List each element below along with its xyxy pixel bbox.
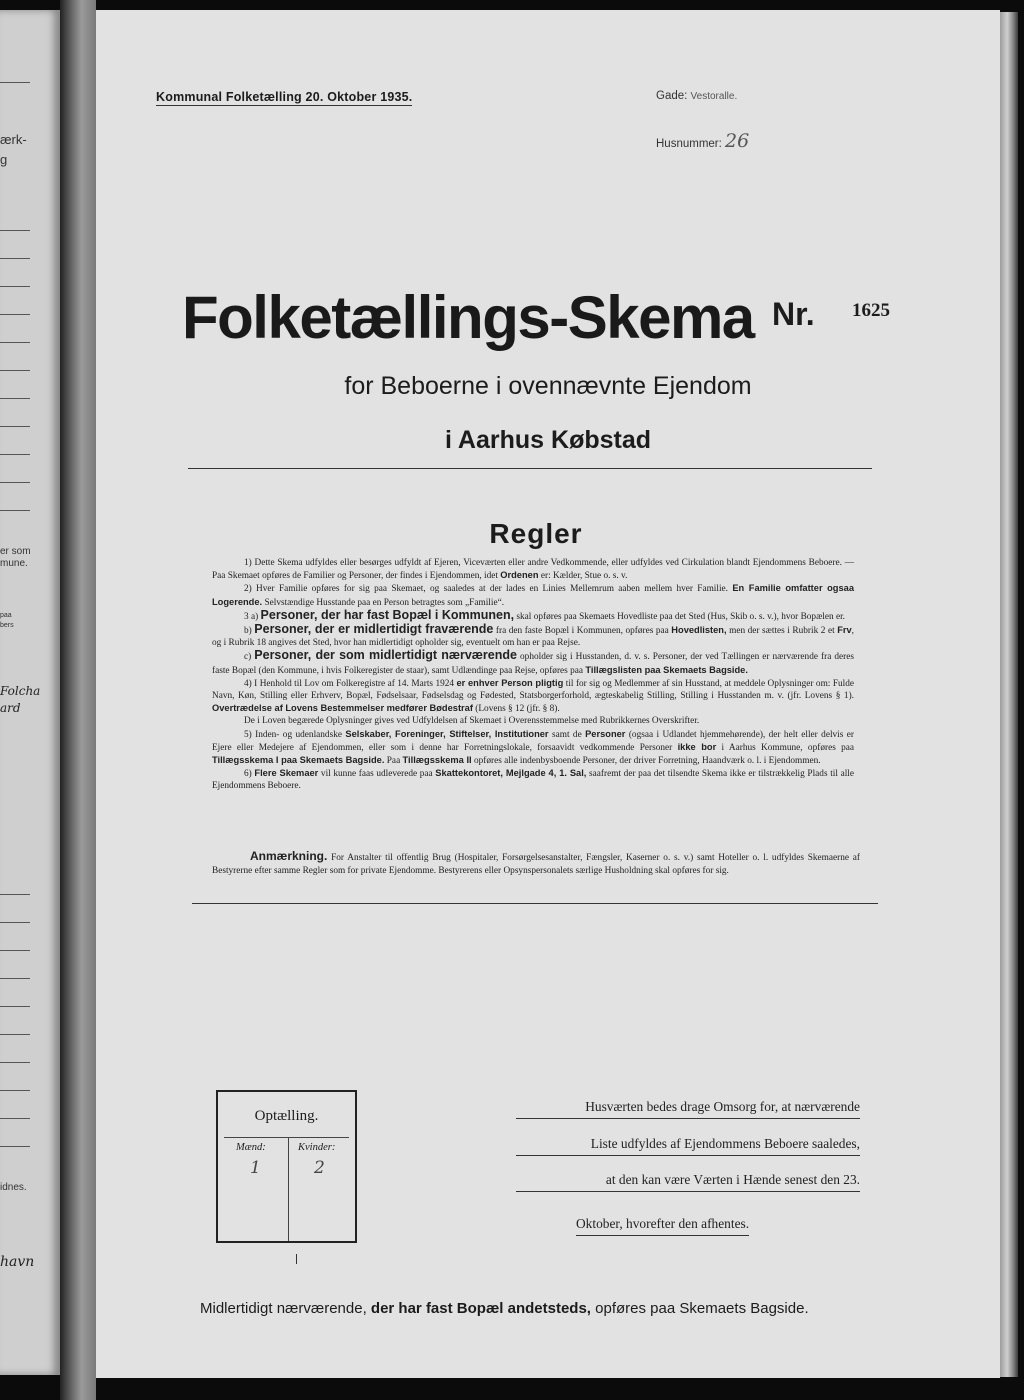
left-page-rule [0, 1146, 30, 1147]
address-block [656, 90, 749, 170]
left-page-fragment: paa [0, 612, 12, 619]
street-label: Gade: [656, 90, 688, 102]
left-page-fragment: g [0, 152, 8, 167]
left-page-fragment: er som [0, 546, 31, 557]
landlord-line-2: Liste udfyldes af Ejendommens Beboere saaledes, [516, 1133, 860, 1156]
left-page-rule [0, 454, 30, 455]
men-label: Mænd: [236, 1142, 266, 1153]
left-page-rule [0, 314, 30, 315]
rule-4-continued: De i Loven begærede Oplysninger gives ved Udfyldelsen af Skemaet i Overensstemmelse med Rubrikkernes Overskrifter. [244, 716, 700, 727]
left-page-rule [0, 230, 30, 231]
page-stack-edge [1000, 12, 1018, 1377]
footer-text-1: Midlertidigt nærværende, [200, 1300, 367, 1317]
rule-4: 4) I Henhold til Lov om Folkeregistre af 14. Marts 1924 er enhver Person pligtig til for sig og Medlemmer af sin Husstand, at meddele Oplysninger om: Fulde Navn, Køn, Stilling eller Erhverv, Bopæl, Fødselsaar, Fødselsdag og Fødested, Statsborgerforhold, ægteskabelig Stilling, Stilling i Husstanden m. v. (jfr. Lovens § 1). Overtrædelse af Lovens Bestemmelser medfører Bødestraf (Lovens § 12 (jfr. § 8). [212, 677, 855, 715]
footer-text-bold: der har fast Bopæl andetsteds, [370, 1300, 591, 1317]
left-page-rule [0, 82, 30, 83]
left-page-fragment: ærk- [0, 132, 27, 147]
street-row [656, 90, 749, 130]
remark-label: Anmærkning. [250, 849, 328, 863]
left-page-rule [0, 1034, 30, 1035]
house-number-label: Husnummer: [656, 138, 722, 150]
form-subtitle: for Beboerne i ovennævnte Ejendom [344, 372, 752, 400]
left-page-rule [0, 1118, 30, 1119]
form-municipality: i Aarhus Købstad [444, 426, 652, 454]
left-facing-page [0, 10, 60, 1375]
left-page-rule [0, 482, 30, 483]
left-page-rule [0, 342, 30, 343]
landlord-line-1: Husværten bedes drage Omsorg for, at nærværende [516, 1096, 860, 1119]
left-page-rule [0, 510, 30, 511]
rule-6: 6) Flere Skemaer vil kunne faas udleverede paa Skattekontoret, Mejlgade 4, 1. Sal, saafremt der paa det tilsendte Skema ikke er tilstrækkelig Plads til alle Ejendommens Beboere. [212, 768, 854, 792]
left-page-rule [0, 894, 30, 895]
rules-text [212, 557, 854, 793]
divider [188, 468, 872, 469]
left-page-rule [0, 398, 30, 399]
left-page-rule [0, 922, 30, 923]
landlord-instructions [516, 1096, 860, 1249]
left-page-rule [0, 1062, 30, 1063]
remark-paragraph [212, 850, 860, 877]
count-box-title: Optælling. [254, 1108, 319, 1124]
pencil-mark [296, 1254, 297, 1264]
rule-1: 1) Dette Skema udfyldes eller besørges udfyldt af Ejeren, Viceværten eller andre Vedkommende, eller udfyldes ved Cirkulation blandt Ejendommens Beboere. — Paa Skemaet opføres de Familier og Personer, der findes i Ejendommen, idet Ordenen er: Kælder, Stue o. s. v. [212, 558, 854, 582]
street-value: Vestoralle. [690, 91, 738, 102]
left-page-rule [0, 258, 30, 259]
rule-3a: 3 a) Personer, der har fast Bopæl i Kommunen, skal opføres paa Skemaets Hovedliste paa det Sted (Hus, Skib o. s. v.), hvor Bopælen er. [244, 607, 845, 622]
left-page-rule [0, 370, 30, 371]
rule-2: 2) Hver Familie opføres for sig paa Skemaet, og saaledes at der lades en Linies Mellemrum aaben mellem hver Familie. En Familie omfatter ogsaa Logerende. Selvstændige Husstande paa en Person betragtes som „Familie“. [212, 583, 854, 608]
house-number-row [656, 130, 749, 170]
house-number-value: 26 [725, 130, 750, 152]
footer-text-2: opføres paa Skemaets Bagside. [595, 1300, 809, 1317]
rules-heading: Regler [489, 518, 583, 549]
left-page-rule [0, 1006, 30, 1007]
census-header-title: Kommunal Folketælling 20. Oktober 1935. [156, 90, 413, 104]
form-title: Folketællings-Skema [182, 284, 754, 351]
left-page-fragment: idnes. [0, 1182, 27, 1193]
rule-3c: c) Personer, der som midlertidigt nærværende opholder sig i Husstanden, d. v. s. Personer, der ved Tællingen er nærværende fra deres faste Bopæl (den Kommune, i hvis Folkeregister de staar), samt Udlændinge paa Rejse, opføres paa Tillægslisten paa Skemaets Bagside. [212, 648, 854, 676]
book-spine [60, 0, 96, 1400]
count-box-divider [288, 1137, 289, 1241]
form-number-label: Nr. [772, 296, 815, 332]
count-box-rule [224, 1137, 349, 1138]
left-page-handwriting: Folcha [0, 684, 41, 698]
women-count: 2 [314, 1158, 325, 1178]
rule-5: 5) Inden- og udenlandske Selskaber, Foreninger, Stiftelser, Institutioner samt de Personer (ogsaa i Udlandet hjemmehørende), der helt eller delvis er Ejere eller Medejere af Ejendommen, eller som i denne har Forretningslokale, forsaavidt vedkommende Personer ikke bor i Aarhus Kommune, opføres paa Tillægsskema I paa Skemaets Bagside. Paa Tillægsskema II opføres alle indenbysboende Personer, der driver Forretning, Haandværk o. l. i Ejendommen. [212, 728, 855, 767]
left-page-rule [0, 950, 30, 951]
footer-note [200, 1300, 900, 1317]
women-label: Kvinder: [298, 1142, 336, 1153]
left-page-fragment: mune. [0, 558, 28, 569]
remark-text: For Anstalter til offentlig Brug (Hospitaler, Forsørgelsesanstalter, Fængsler, Kaserner o. s. v.) samt Hoteller o. l. udfyldes Skemaerne af Bestyrerne efter samme Regler som for private Ejendomme. Bestyrerens eller Opsynspersonalets særlige Husholdning skal opføres for sig. [212, 853, 860, 876]
left-page-rule [0, 426, 30, 427]
rule-3b: b) Personer, der er midlertidigt fraværende fra den faste Bopæl i Kommunen, opføres paa Hovedlisten, men der sættes i Rubrik 2 et Frv, og i Rubrik 18 angives det Sted, hvor han midlertidigt opholder sig, eventuelt om han er paa Rejse. [212, 622, 854, 649]
left-page-handwriting: havn [0, 1254, 35, 1270]
left-page-rule [0, 286, 30, 287]
left-page-rule [0, 978, 30, 979]
left-page-rule [0, 1090, 30, 1091]
left-page-handwriting: ard [0, 701, 21, 715]
men-count: 1 [250, 1158, 261, 1178]
landlord-line-3: at den kan være Værten i Hænde senest den 23. [516, 1169, 860, 1192]
count-box [216, 1090, 357, 1243]
left-page-fragment: bers [0, 622, 14, 629]
census-form-page [96, 10, 1000, 1378]
divider [192, 903, 878, 904]
landlord-line-4: Oktober, hvorefter den afhentes. [576, 1213, 749, 1236]
form-number: 1625 [852, 300, 890, 321]
form-title-block [182, 282, 942, 354]
